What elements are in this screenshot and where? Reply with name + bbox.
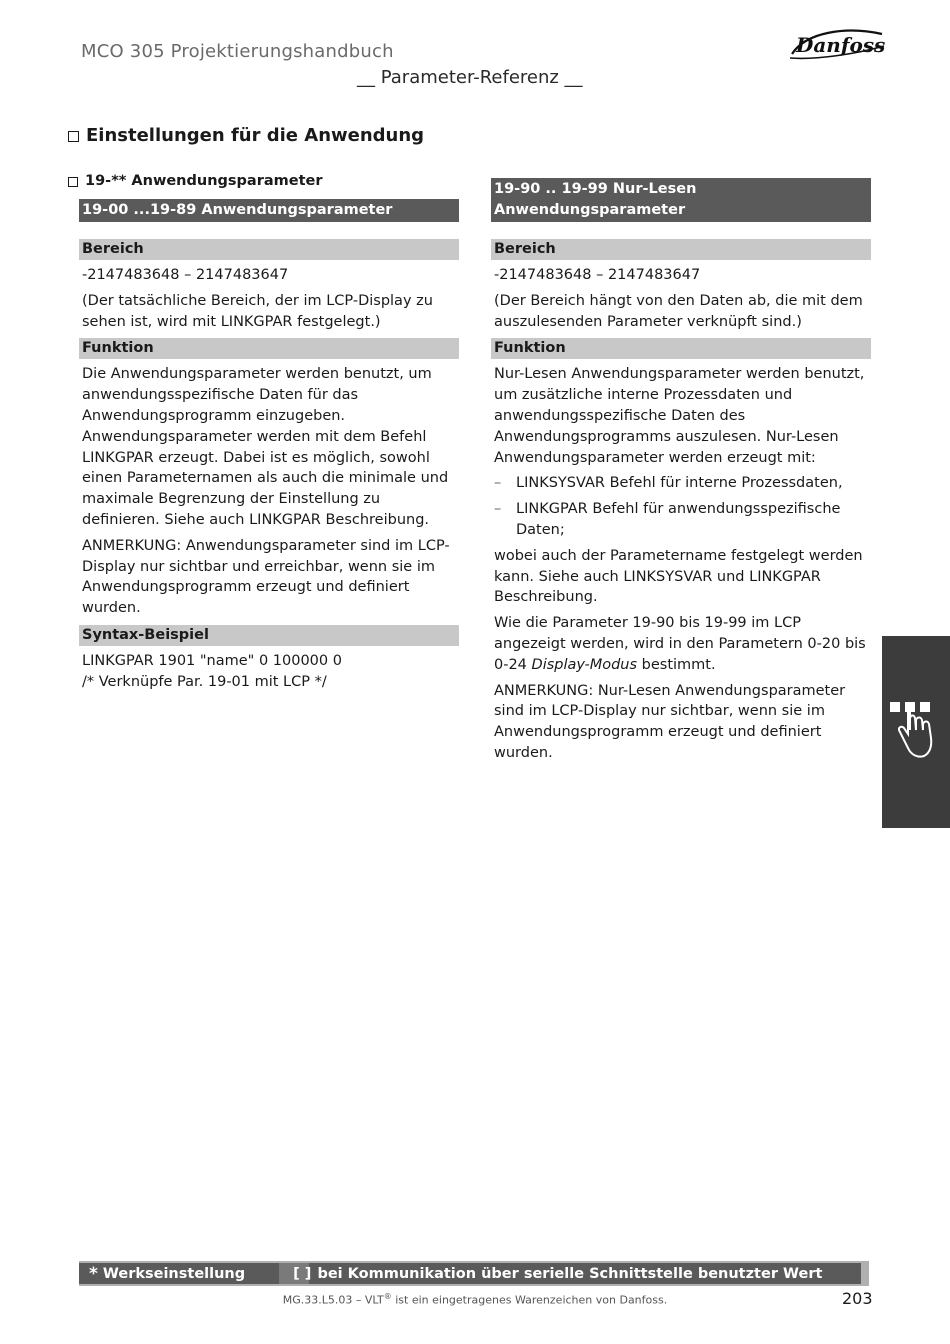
page-number: 203	[842, 1289, 873, 1308]
right-function-text: Nur-Lesen Anwendungsparameter werden benutzt, um zusätzliche interne Prozessdaten und anwendungsspezifische Daten des Anwendungsprogramms auszulesen. Nur-Lesen Anwendungsparameter werden erzeugt mit:	[494, 366, 865, 466]
display-text-pre: Wie die Parameter 19-90 bis 19-99 im LCP angezeigt werden, wird in den Parametern 0-20 bis 0-24	[494, 615, 866, 673]
section-title: __ Parameter-Referenz __	[357, 67, 583, 88]
footer-default-label: Werkseinstellung	[102, 1265, 246, 1282]
left-range-note: (Der tatsächliche Bereich, der im LCP-Display zu sehen ist, wird mit LINKGPAR festgelegt.)	[82, 292, 433, 330]
left-syntax-line-1: LINKGPAR 1901 "name" 0 100000 0	[82, 652, 342, 669]
dash-bullet-icon: –	[494, 475, 502, 492]
main-heading-text: Einstellungen für die Anwendung	[86, 125, 425, 146]
left-function-label: Funktion	[79, 338, 459, 359]
left-range-label: Bereich	[79, 239, 459, 260]
right-range-value: -2147483648 – 2147483647	[494, 267, 701, 283]
right-function-note: ANMERKUNG: Nur-Lesen Anwendungsparameter sind im LCP-Display nur sichtbar, wenn sie im Anwendungsprogramm erzeugt und definiert wurden.	[494, 682, 846, 761]
list-item-text: LINKGPAR Befehl für anwendungsspezifische Daten;	[516, 501, 841, 538]
danfoss-logo	[786, 24, 888, 64]
right-range-label: Bereich	[491, 239, 871, 260]
list-item	[491, 473, 871, 494]
right-function-label: Funktion	[491, 338, 871, 359]
bracket-icon: [ ]	[293, 1265, 312, 1282]
left-function-note: ANMERKUNG: Anwendungsparameter sind im LCP-Display nur sichtbar und erreichbar, wenn sie im Anwendungsprogramm erzeugt und definiert wurden.	[82, 537, 450, 617]
registered-mark: ®	[383, 1292, 392, 1301]
right-range-note: (Der Bereich hängt von den Daten ab, die mit dem auszulesenden Parameter verknüpft sind.)	[494, 292, 863, 330]
left-column	[79, 199, 459, 693]
right-after-bullets: wobei auch der Parametername festgelegt werden kann. Siehe auch LINKSYSVAR und LINKGPAR Beschreibung.	[494, 547, 863, 606]
document-title: MCO 305 Projektierungshandbuch	[81, 41, 394, 62]
display-mode-term: Display-Modus	[531, 656, 638, 673]
right-column	[491, 178, 871, 764]
hand-pointer-icon	[888, 700, 934, 762]
left-parameter-title: 19-00 ...19-89 Anwendungsparameter	[79, 199, 459, 222]
list-item-text: LINKSYSVAR Befehl für interne Prozessdaten,	[516, 475, 843, 492]
chapter-side-tab	[882, 636, 950, 828]
footer-trademark-note	[0, 1292, 950, 1307]
left-syntax-label: Syntax-Beispiel	[79, 625, 459, 646]
footer-legend-bar	[79, 1261, 869, 1286]
right-parameter-title	[491, 178, 871, 222]
main-heading	[68, 125, 424, 146]
left-function-text: Die Anwendungsparameter werden benutzt, um anwendungsspezifische Daten für das Anwendungsprogramm einzugeben. Anwendungsparameter werden mit dem Befehl LINKGPAR erzeugt. Dabei ist es möglich, sowohl einen Parameternamen als auch die minimale und maximale Begrenzung der Einstellung zu definieren. Siehe auch LINKGPAR Beschreibung.	[82, 366, 449, 528]
footer-note-pre: MG.33.L5.03 – VLT	[282, 1293, 384, 1307]
right-display-text	[491, 613, 871, 675]
footer-serial-label: bei Kommunikation über serielle Schnittstelle benutzter Wert	[317, 1265, 823, 1282]
checkbox-square-icon	[68, 131, 79, 142]
group-heading-text: 19-** Anwendungsparameter	[85, 173, 323, 189]
list-item	[491, 499, 871, 541]
left-syntax-line-2: /* Verknüpfe Par. 19-01 mit LCP */	[82, 673, 327, 690]
right-title-line-2: Anwendungsparameter	[494, 202, 686, 218]
group-heading	[68, 173, 323, 189]
checkbox-square-icon	[68, 177, 78, 187]
left-range-value: -2147483648 – 2147483647	[82, 267, 289, 283]
dash-bullet-icon: –	[494, 501, 502, 518]
right-title-line-1: 19-90 .. 19-99 Nur-Lesen	[494, 181, 697, 197]
svg-text:Danfoss: Danfoss	[796, 33, 886, 57]
display-text-post: bestimmt.	[641, 656, 716, 673]
asterisk-icon: *	[89, 1263, 98, 1284]
footer-note-post: ist ein eingetragenes Warenzeichen von Danfoss.	[391, 1293, 668, 1307]
